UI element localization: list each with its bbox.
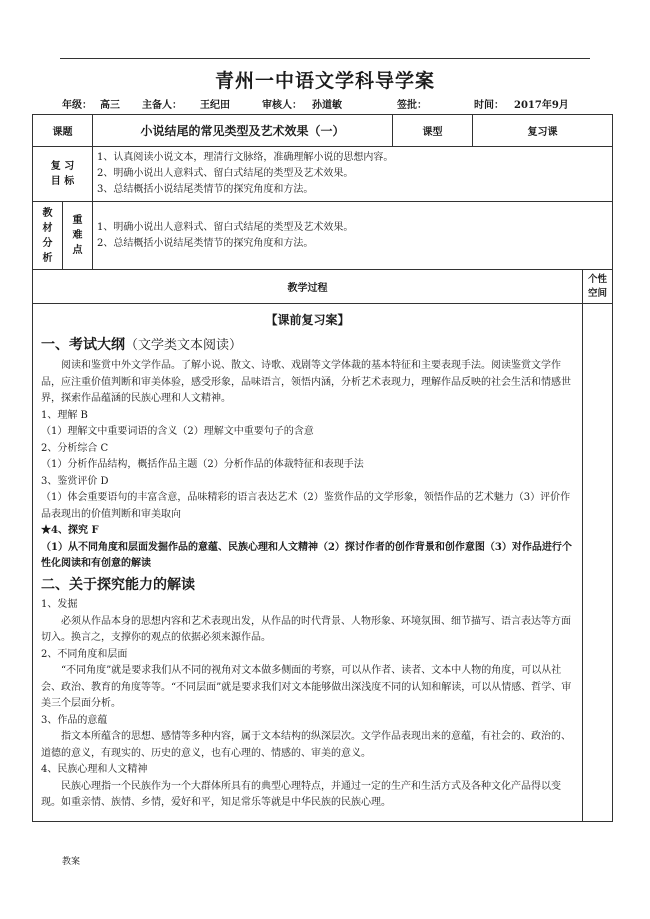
section1-paren: （文学类文本阅读） bbox=[125, 337, 243, 353]
time-label: 时间： bbox=[474, 100, 504, 111]
time-value: 2017年9月 bbox=[514, 100, 569, 111]
item-text: 必须从作品本身的思想内容和艺术表现出发，从作品的时代背景、人物形象、环境氛围、细节描写、语言表达等方面切入。换言之，支撑你的观点的依据必须来源作品。 bbox=[41, 615, 571, 643]
footer-text: 教案 bbox=[62, 857, 81, 867]
item-heading: 4、民族心理和人文精神 bbox=[41, 764, 148, 775]
item-text: （1）分析作品结构，概括作品主题（2）分析作品的体裁特征和表现手法 bbox=[41, 459, 364, 470]
side-space-label bbox=[583, 270, 613, 304]
focus-item: 2、总结概括小说结尾类情节的探究角度和方法。 bbox=[97, 237, 314, 249]
focus-label bbox=[63, 202, 93, 270]
reviewer-value: 孙道敏 bbox=[312, 100, 342, 111]
author-value: 王纪田 bbox=[200, 100, 230, 111]
side-label-line1: 个性 bbox=[587, 273, 607, 285]
item-heading: 1、发掘 bbox=[41, 599, 78, 610]
goal-item: 3、总结概括小说结尾类情节的探究角度和方法。 bbox=[97, 184, 314, 195]
topic-label: 课题 bbox=[33, 115, 93, 147]
focus-char: 点 bbox=[72, 245, 83, 256]
pre-class-title: 【课前复习案】 bbox=[265, 313, 350, 327]
grade-label: 年级： bbox=[62, 100, 92, 111]
goal-item: 1、认真阅读小说文本，理清行文脉络，准确理解小说的思想内容。 bbox=[97, 152, 394, 163]
item-heading: 2、不同角度和层面 bbox=[41, 648, 128, 660]
approve-label: 签批： bbox=[397, 100, 427, 111]
document-title: 青州一中语文学科导学案 bbox=[214, 70, 435, 92]
goals-list bbox=[93, 147, 613, 202]
section1-heading bbox=[41, 337, 574, 355]
top-rule bbox=[60, 58, 590, 59]
analysis-char: 教 bbox=[42, 207, 53, 219]
side-label-line2: 空间 bbox=[587, 287, 607, 299]
type-label: 课型 bbox=[393, 115, 473, 147]
analysis-char: 材 bbox=[42, 222, 53, 234]
lesson-table bbox=[32, 114, 613, 822]
focus-item: 1、明确小说出人意料式、留白式结尾的类型及艺术效果。 bbox=[97, 221, 354, 233]
reviewer-label: 审核人： bbox=[262, 100, 302, 111]
item-heading-star: ★4、探究 F bbox=[41, 525, 99, 536]
grade-value: 高三 bbox=[100, 100, 120, 111]
side-space bbox=[583, 304, 613, 822]
item-text: （1）体会重要语句的丰富含意，品味精彩的语言表达艺术（2）鉴赏作品的文学形象，领悟作品的艺术魅力（3）评价作品表现出的价值判断和审美取向 bbox=[41, 492, 571, 520]
section1-title: 一、考试大纲 bbox=[41, 336, 125, 353]
analysis-label bbox=[33, 202, 63, 270]
author-label: 主备人： bbox=[142, 100, 182, 111]
goals-label bbox=[33, 147, 93, 202]
goal-item: 2、明确小说出人意料式、留白式结尾的类型及艺术效果。 bbox=[97, 168, 354, 179]
goals-label-line2: 目 标 bbox=[50, 176, 75, 187]
focus-char: 重 bbox=[72, 215, 83, 226]
section1-paragraph: 阅读和鉴赏中外文学作品。了解小说、散文、诗歌、戏剧等文学体裁的基本特征和主要表现手法。阅读鉴赏文学作品，应注重价值判断和审美体验，感受形象，品味语言，领悟内涵，分析艺术表现力，理解作品反映的社会生活和情感世界，探索作品蕴涵的民族心理和人文精神。 bbox=[41, 360, 571, 404]
item-text: 指文本所蕴含的思想、感情等多种内容，属于文本结构的纵深层次。文学作品表现出来的意蕴，有社会的、政治的、道德的意义，有现实的、历史的意义，也有心理的、情感的、审美的意义。 bbox=[41, 731, 571, 759]
item-heading: 3、鉴赏评价 D bbox=[41, 475, 109, 487]
analysis-char: 分 bbox=[42, 237, 53, 249]
item-heading: 3、作品的意蕴 bbox=[41, 714, 108, 726]
item-heading: 2、分析综合 C bbox=[41, 442, 109, 454]
focus-char: 难 bbox=[72, 230, 83, 241]
focus-list bbox=[93, 202, 613, 270]
item-text-bold: （1）从不同角度和层面发掘作品的意蕴、民族心理和人文精神（2）探讨作者的创作背景和创作意图（3）对作品进行个性化阅读和有创意的解读 bbox=[41, 541, 572, 569]
item-heading: 1、理解 B bbox=[41, 409, 88, 421]
topic-value: 小说结尾的常见类型及艺术效果（一） bbox=[93, 115, 393, 147]
item-text: “不同角度”就是要求我们从不同的视角对文本做多侧面的考察，可以从作者、读者、文本中人物的角度，可以从社会、政治、教育的角度等等。“不同层面”就是要求我们对文本能够做出深浅度不同的认知和解读，可以从情感、哲学、审美三个层面分析。 bbox=[41, 665, 572, 709]
item-text: （1）理解文中重要词语的含义（2）理解文中重要句子的含意 bbox=[41, 426, 314, 437]
item-text: 民族心理指一个民族作为一个大群体所具有的典型心理特点，并通过一定的生产和生活方式及各种文化产品得以变现。如重亲情、族情、乡情，爱好和平，知足常乐等就是中华民族的民族心理。 bbox=[41, 780, 561, 808]
process-content bbox=[33, 304, 583, 822]
analysis-char: 析 bbox=[42, 252, 53, 264]
goals-label-line1: 复 习 bbox=[50, 161, 75, 172]
type-value: 复习课 bbox=[473, 115, 613, 147]
process-label: 教学过程 bbox=[33, 270, 583, 304]
section2-heading: 二、关于探究能力的解读 bbox=[41, 576, 195, 593]
